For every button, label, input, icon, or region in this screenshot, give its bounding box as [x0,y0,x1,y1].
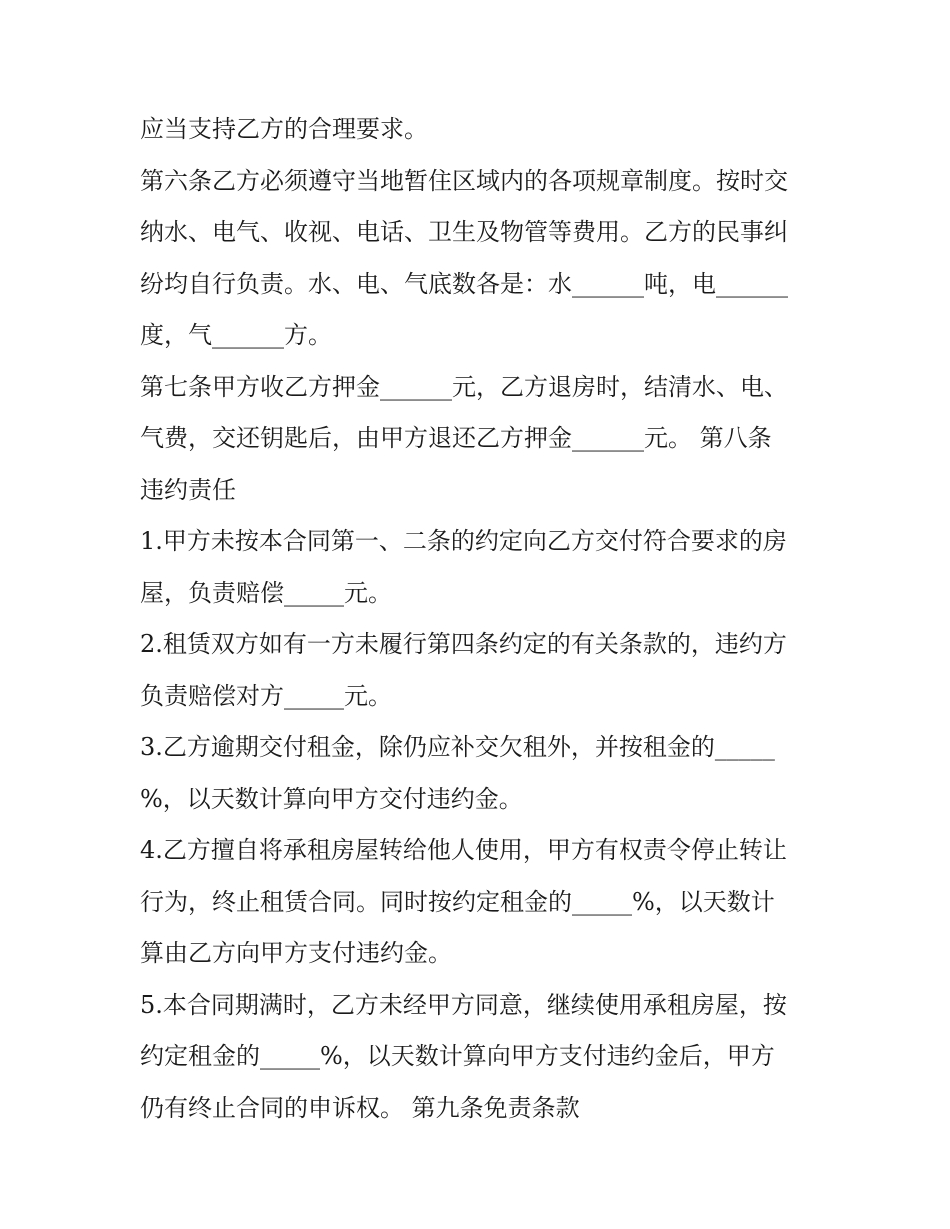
text-line: 4.乙方擅自将承租房屋转给他人使用，甲方有权责令停止转让 [140,836,787,864]
text-line: 纷均自行负责。水、电、气底数各是：水______吨，电______ [140,269,788,298]
text-line: 屋，负责赔偿_____元。 [140,578,392,607]
text-line: 行为，终止租赁合同。同时按约定租金的_____%，以天数计 [140,887,775,916]
text-line: 第七条甲方收乙方押金______元，乙方退房时，结清水、电、 [140,372,788,401]
text-line: 约定租金的_____%，以天数计算向甲方支付违约金后，甲方 [140,1042,775,1070]
text-line: 违约责任 [140,475,236,504]
text-line: 2.租赁双方如有一方未履行第四条约定的有关条款的，违约方 [140,630,787,658]
text-line: %，以天数计算向甲方交付违约金。 [140,784,523,813]
text-line: 度，气______方。 [140,321,332,349]
text-line: 5.本合同期满时，乙方未经甲方同意，继续使用承租房屋，按 [140,990,787,1019]
text-line: 应当支持乙方的合理要求。 [140,115,428,143]
text-line: 负责赔偿对方_____元。 [140,681,392,710]
text-line: 第六条乙方必须遵守当地暂住区域内的各项规章制度。按时交 [140,166,788,195]
text-line: 仍有终止合同的申诉权。 第九条免责条款 [140,1093,580,1122]
text-line: 纳水、电气、收视、电话、卫生及物管等费用。乙方的民事纠 [140,218,788,246]
text-line: 气费，交还钥匙后，由甲方退还乙方押金______元。 第八条 [140,424,772,452]
contract-text-body [140,104,820,1134]
text-line: 1.甲方未按本合同第一、二条的约定向乙方交付符合要求的房 [140,527,787,555]
text-line: 算由乙方向甲方支付违约金。 [140,939,452,967]
text-line: 3.乙方逾期交付租金，除仍应补交欠租外，并按租金的_____ [140,733,775,761]
